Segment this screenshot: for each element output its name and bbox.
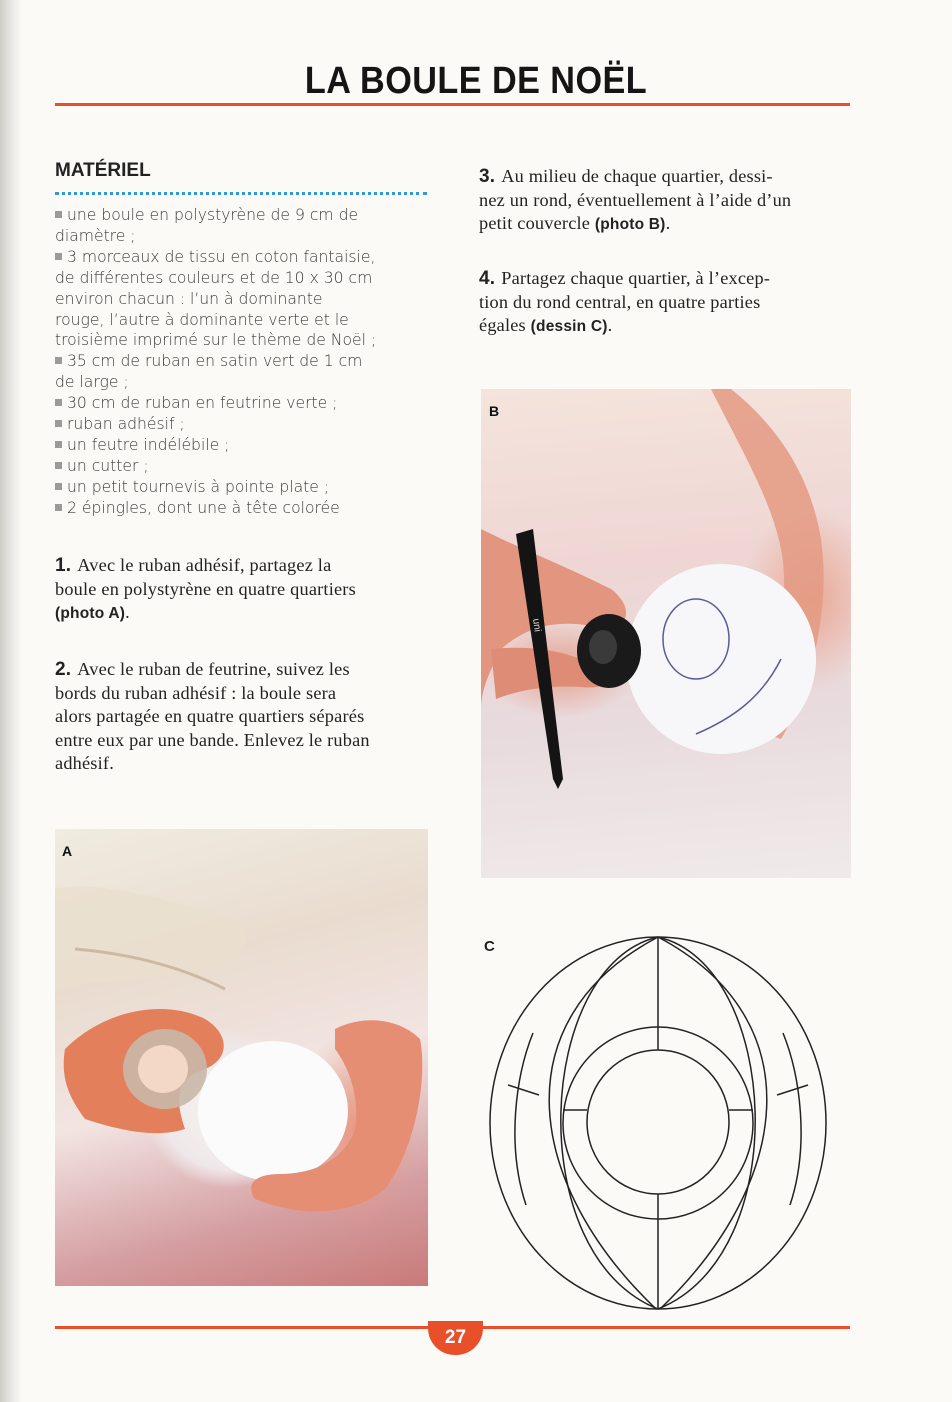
divider-far-left-shape: [508, 1085, 539, 1095]
left-arc-outer-shape: [561, 937, 658, 1309]
square-bullet-icon: [55, 211, 62, 218]
materials-line: une boule en polystyrène de 9 cm de: [55, 205, 430, 226]
central-round-shape: [587, 1050, 729, 1194]
step-1: 1. Avec le ruban adhésif, partagez la boule en polystyrène en quatre quartiers (photo A).: [55, 555, 356, 622]
middle-circle-shape: [563, 1027, 753, 1219]
pen-label: uni: [530, 617, 543, 633]
tape-roll-center-shape: [138, 1045, 188, 1093]
materials-line: un feutre indélébile ;: [55, 435, 430, 456]
step-3: 3. Au milieu de chaque quartier, dessi- nez un rond, éventuellement à l’aide d’un petit couvercle (photo B).: [479, 166, 792, 233]
step-number: 3.: [479, 166, 496, 187]
page-spine-shadow: [0, 0, 22, 1402]
lid-center-shape: [589, 630, 617, 664]
photo-a: [55, 829, 428, 1286]
materials-line: rouge, l’autre à dominante verte et le: [55, 310, 349, 329]
materials-list: [55, 205, 430, 519]
photo-reference: (photo B): [594, 216, 666, 233]
right-arc-outer-shape: [658, 937, 755, 1309]
foam-ball-shape: [626, 564, 816, 754]
drawing-reference: (dessin C): [530, 318, 608, 335]
photo-b: [481, 389, 851, 878]
materials-line: 30 cm de ruban en feutrine verte ;: [55, 393, 430, 414]
square-bullet-icon: [55, 399, 62, 406]
materials-line: ruban adhésif ;: [55, 414, 430, 435]
materials-line: environ chacun : l’un à dominante: [55, 289, 323, 308]
materials-line: 2 épingles, dont une à tête colorée: [55, 498, 430, 519]
photo-a-label: A: [62, 843, 73, 859]
square-bullet-icon: [55, 357, 62, 364]
title-rule: [55, 103, 850, 106]
square-bullet-icon: [55, 253, 62, 260]
foam-ball-shape: [198, 1041, 348, 1181]
square-bullet-icon: [55, 483, 62, 490]
step-number: 1.: [55, 555, 72, 576]
square-bullet-icon: [55, 441, 62, 448]
left-outer-band-shape: [515, 1033, 533, 1205]
square-bullet-icon: [55, 462, 62, 469]
photo-b-label: B: [489, 403, 500, 419]
diagram-c: [481, 925, 853, 1323]
step-4: 4. Partagez chaque quartier, à l’excep- tion du rond central, en quatre parties égales (dessin C).: [479, 268, 771, 335]
sleeve-shape: [55, 886, 245, 989]
left-band-shape: [549, 937, 658, 1309]
right-outer-band-shape: [783, 1033, 801, 1205]
step-2: 2. Avec le ruban de feutrine, suivez les bords du ruban adhésif : la boule sera alors partagée en quatre quartiers séparés entre eux par une bande. Enlevez le ruban adhésif.: [55, 659, 370, 773]
right-band-shape: [658, 937, 767, 1309]
materials-line: un cutter ;: [55, 456, 430, 477]
materials-line: un petit tournevis à pointe plate ;: [55, 477, 430, 498]
materials-line: 3 morceaux de tissu en coton fantaisie,: [55, 247, 430, 268]
photo-a-illustration: [55, 829, 428, 1286]
materials-line: 35 cm de ruban en satin vert de 1 cm: [55, 351, 430, 372]
square-bullet-icon: [55, 420, 62, 427]
materials-line: troisième imprimé sur le thème de Noël ;: [55, 331, 377, 350]
materials-line: de différentes couleurs et de 10 x 30 cm: [55, 268, 373, 287]
materials-line: diamètre ;: [55, 226, 136, 245]
photo-b-illustration: [481, 389, 851, 878]
divider-far-right-shape: [777, 1085, 808, 1095]
step-number: 2.: [55, 659, 72, 680]
page-title: LA BOULE DE NOËL: [304, 60, 648, 102]
page-number: 27: [428, 1321, 483, 1355]
materials-line: de large ;: [55, 373, 129, 392]
step-number: 4.: [479, 268, 496, 289]
diagram-c-label: C: [484, 938, 495, 955]
materials-dotted-rule: [55, 192, 427, 195]
materials-heading: MATÉRIEL: [55, 160, 151, 181]
photo-reference: (photo A): [55, 605, 126, 622]
square-bullet-icon: [55, 504, 62, 511]
